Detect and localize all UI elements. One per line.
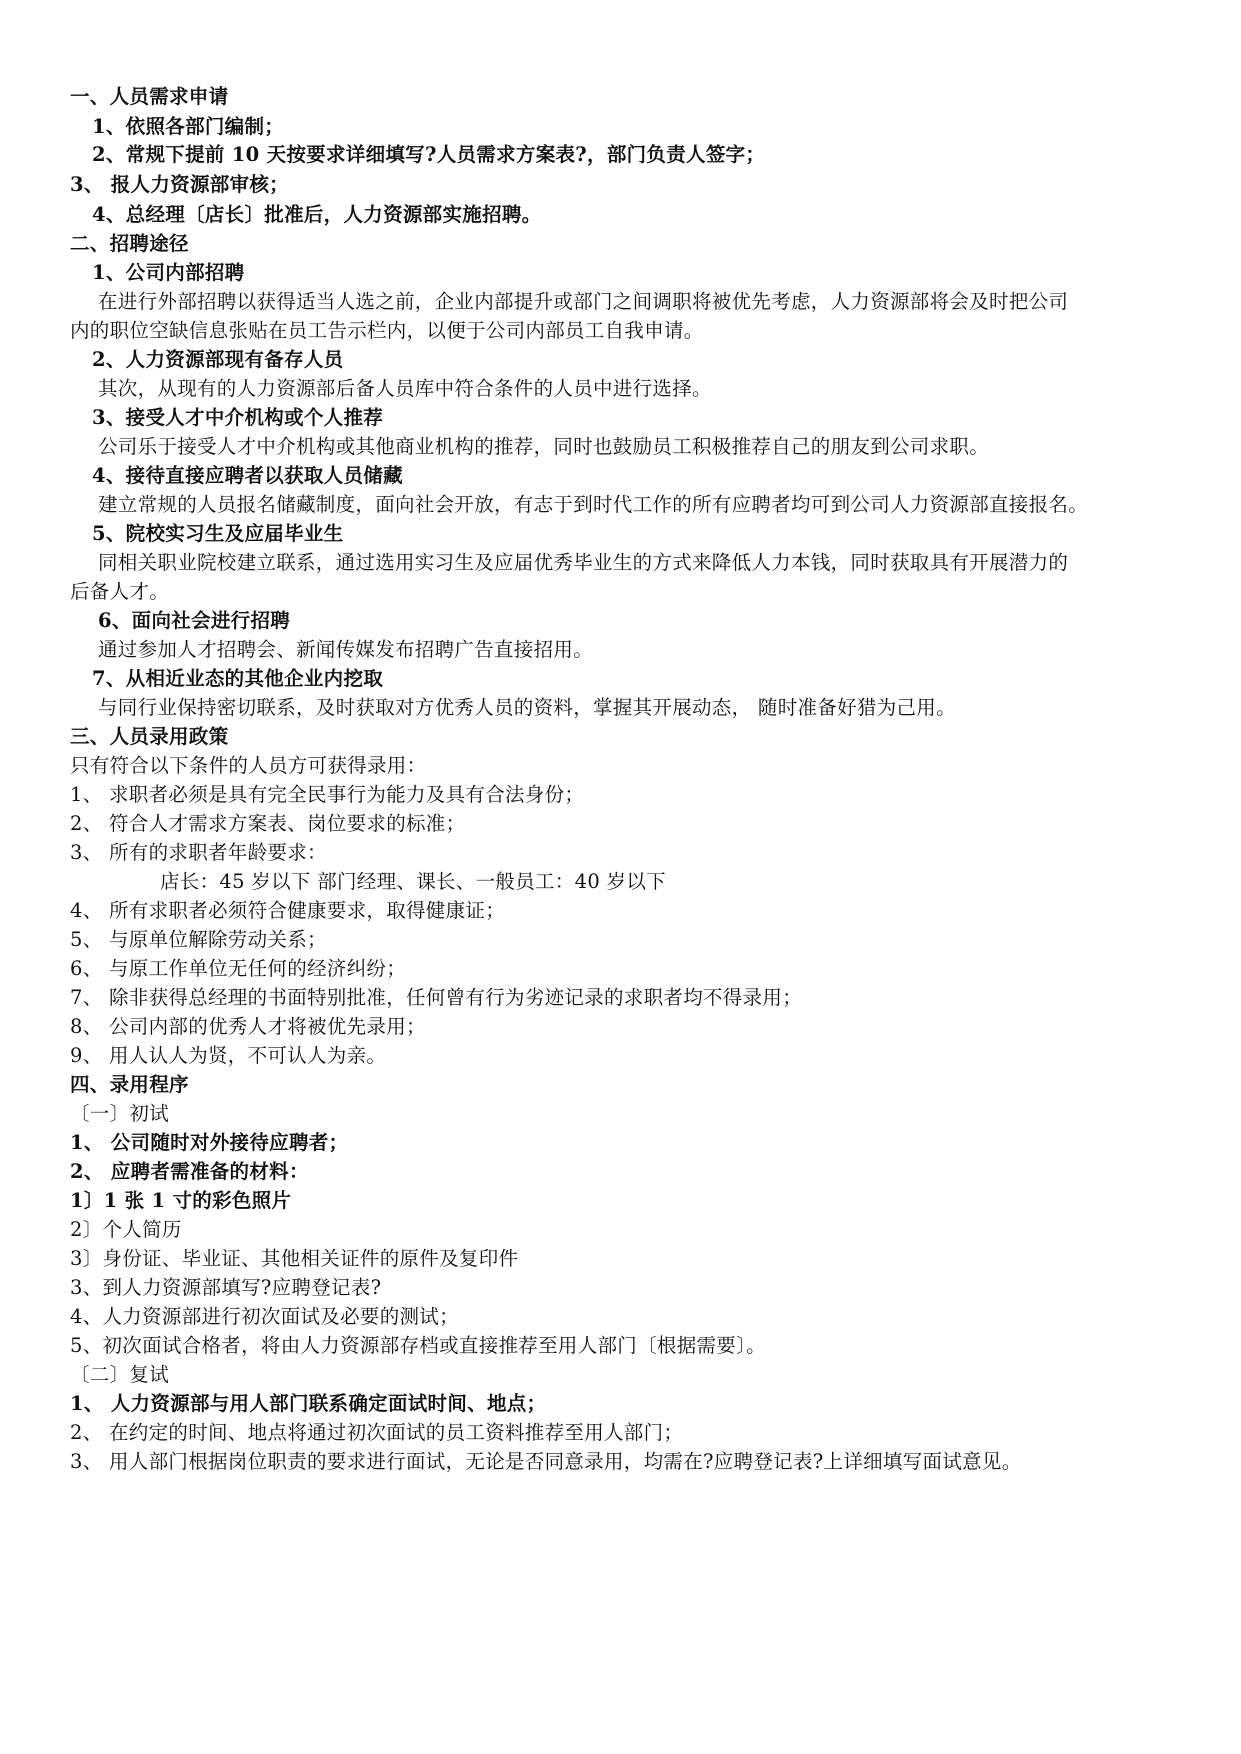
paragraph-line: 其次，从现有的人力资源部后备人员库中符合条件的人员中进行选择。: [98, 377, 712, 400]
paragraph-line: 3〕身份证、毕业证、其他相关证件的原件及复印件: [70, 1247, 519, 1270]
heading-line: 2、人力资源部现有备存人员: [92, 348, 344, 371]
paragraph-line: 与同行业保持密切联系，及时获取对方优秀人员的资料，掌握其开展动态， 随时准备好猎为己用。: [98, 696, 956, 719]
heading-line: 2、 应聘者需准备的材料：: [70, 1160, 309, 1183]
paragraph-line: 1、 求职者必须是具有完全民事行为能力及具有合法身份；: [70, 783, 585, 806]
paragraph-line: 〔二〕复试: [70, 1363, 170, 1386]
heading-line: 2、常规下提前 10 天按要求详细填写?人员需求方案表?，部门负责人签字；: [92, 143, 766, 166]
heading-line: 1、 公司随时对外接待应聘者；: [70, 1131, 349, 1154]
paragraph-line: 内的职位空缺信息张贴在员工告示栏内，以便于公司内部员工自我申请。: [70, 319, 704, 342]
paragraph-line: 7、 除非获得总经理的书面特别批准，任何曾有行为劣迹记录的求职者均不得录用；: [70, 986, 803, 1009]
paragraph-line: 在进行外部招聘以获得适当人选之前，企业内部提升或部门之间调职将被优先考虑，人力资源部将会及时把公司: [98, 290, 1069, 313]
paragraph-line: 同相关职业院校建立联系，通过选用实习生及应届优秀毕业生的方式来降低人力本钱，同时获取具有开展潜力的: [98, 551, 1069, 574]
paragraph-line: 2〕个人简历: [70, 1218, 182, 1241]
paragraph-line: 4、 所有求职者必须符合健康要求，取得健康证；: [70, 899, 506, 922]
heading-line: 5、院校实习生及应届毕业生: [92, 522, 344, 545]
paragraph-line: 8、 公司内部的优秀人才将被优先录用；: [70, 1015, 426, 1038]
paragraph-line: 建立常规的人员报名储藏制度，面向社会开放，有志于到时代工作的所有应聘者均可到公司人力资源部直接报名。: [98, 493, 1089, 516]
paragraph-line: 5、 与原单位解除劳动关系；: [70, 928, 327, 951]
heading-line: 一、人员需求申请: [70, 85, 229, 108]
heading-line: 1、 人力资源部与用人部门联系确定面试时间、地点；: [70, 1392, 547, 1415]
paragraph-line: 只有符合以下条件的人员方可获得录用：: [70, 754, 427, 777]
paragraph-line: 通过参加人才招聘会、新闻传媒发布招聘广告直接招用。: [98, 638, 594, 661]
paragraph-line: 公司乐于接受人才中介机构或其他商业机构的推荐，同时也鼓励员工积极推荐自己的朋友到公司求职。: [98, 435, 990, 458]
heading-line: 四、录用程序: [70, 1073, 189, 1096]
paragraph-line: 后备人才。: [70, 580, 170, 603]
paragraph-line: 2、 符合人才需求方案表、岗位要求的标准；: [70, 812, 466, 835]
heading-line: 4、总经理〔店长〕批准后，人力资源部实施招聘。: [92, 203, 542, 226]
heading-line: 1〕1 张 1 寸的彩色照片: [70, 1189, 292, 1212]
paragraph-line: 2、 在约定的时间、地点将通过初次面试的员工资料推荐至用人部门；: [70, 1421, 684, 1444]
paragraph-line: 3、 所有的求职者年龄要求：: [70, 841, 327, 864]
heading-line: 二、招聘途径: [70, 232, 189, 255]
heading-line: 1、公司内部招聘: [92, 261, 245, 284]
paragraph-line: 店长：45 岁以下 部门经理、课长、一般员工：40 岁以下: [160, 870, 666, 893]
paragraph-line: 3、 用人部门根据岗位职责的要求进行面试，无论是否同意录用，均需在?应聘登记表?上详细填写面试意见。: [70, 1450, 1022, 1473]
heading-line: 7、从相近业态的其他企业内挖取: [92, 667, 384, 690]
heading-line: 4、接待直接应聘者以获取人员储藏: [92, 464, 403, 487]
heading-line: 3、 报人力资源部审核；: [70, 173, 289, 196]
paragraph-line: 3、到人力资源部填写?应聘登记表?: [70, 1276, 382, 1299]
paragraph-line: 6、 与原工作单位无任何的经济纠纷；: [70, 957, 407, 980]
heading-line: 6、面向社会进行招聘: [98, 609, 291, 632]
paragraph-line: 4、人力资源部进行初次面试及必要的测试；: [70, 1305, 459, 1328]
heading-line: 3、接受人才中介机构或个人推荐: [92, 406, 384, 429]
paragraph-line: 5、初次面试合格者，将由人力资源部存档或直接推荐至用人部门〔根据需要〕。: [70, 1334, 766, 1357]
heading-line: 1、依照各部门编制；: [92, 115, 285, 138]
paragraph-line: 〔一〕初试: [70, 1102, 170, 1125]
paragraph-line: 9、 用人认人为贤，不可认人为亲。: [70, 1044, 387, 1067]
heading-line: 三、人员录用政策: [70, 725, 229, 748]
